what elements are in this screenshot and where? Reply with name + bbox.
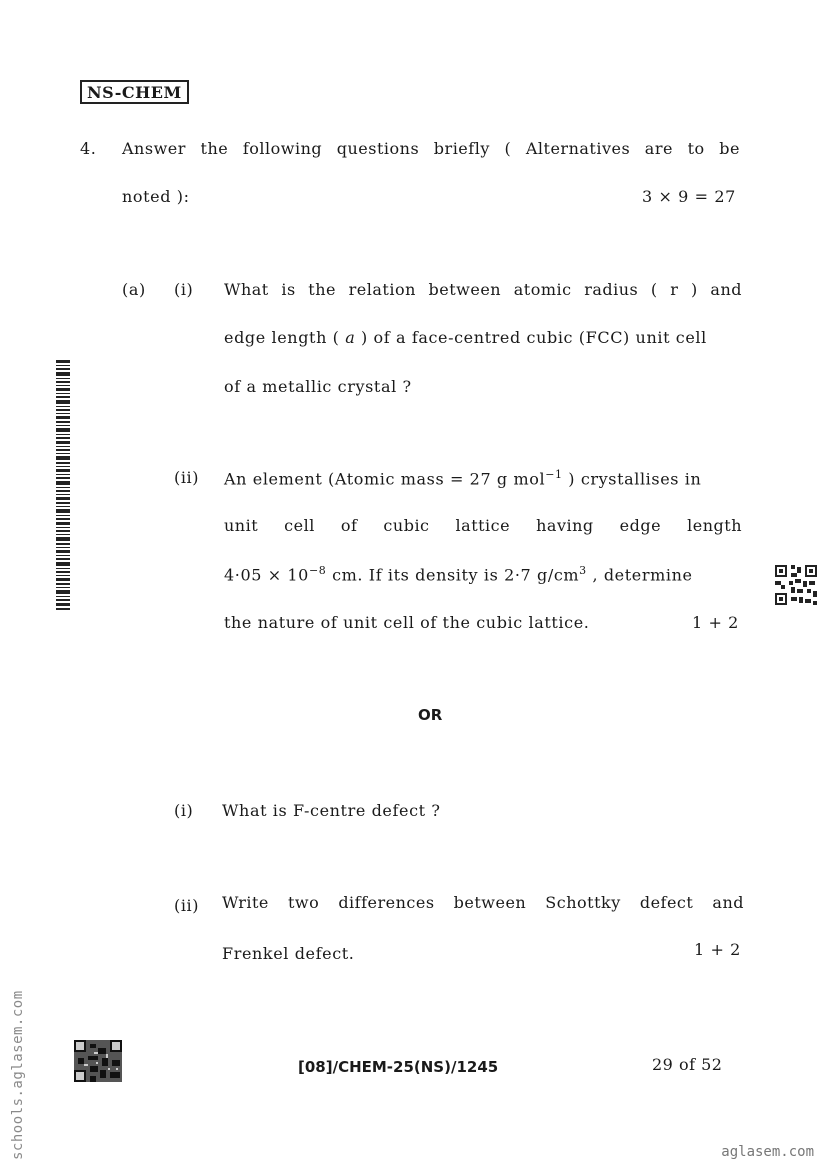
part-a-q2-line1-post: ) crystallises in [568, 469, 702, 489]
page-number: 29 of 52 [652, 1055, 723, 1074]
part-a-q2-line2: unit cell of cubic lattice having edge length [224, 516, 742, 535]
part-a-q1-label: (i) [174, 280, 194, 299]
alt-q2-label: (ii) [174, 896, 200, 915]
paper-code-box: NS-CHEM [80, 80, 189, 104]
or-separator: OR [418, 706, 443, 724]
part-a-q2-line3-sup2: 3 [579, 564, 587, 577]
part-a-q2-label: (ii) [174, 468, 200, 487]
part-a-label: (a) [122, 280, 146, 299]
alt-q1-text: What is F-centre defect ? [222, 801, 441, 820]
part-a-q2-line1-pre: An element (Atomic mass = 27 g mol [224, 469, 546, 489]
qr-code-icon [775, 565, 817, 605]
question-intro-line2: noted ): [122, 187, 190, 206]
barcode-icon [56, 360, 70, 612]
qr-code-icon [74, 1040, 122, 1082]
part-a-q2-line3-sup1: −8 [308, 564, 327, 577]
part-a-q1-line3: of a metallic crystal ? [224, 377, 412, 396]
part-a-q2-line3 [224, 564, 693, 584]
alt-q2-line2: Frenkel defect. [222, 944, 355, 963]
part-a-q1-line2-post: ) of a face-centred cubic (FCC) unit cell [361, 328, 707, 347]
alt-q1-label: (i) [174, 801, 194, 820]
part-a-q1-line1: What is the relation between atomic radius ( r ) and [224, 280, 742, 299]
question-intro-line1: Answer the following questions briefly ( Alternatives are to be [122, 139, 740, 158]
question-number: 4. [80, 139, 97, 158]
part-a-q1-line2 [224, 328, 707, 347]
footer-paper-code: [08]/CHEM-25(NS)/1245 [298, 1058, 499, 1076]
part-a-q1-line2-var: a [345, 328, 356, 347]
bottom-watermark: aglasem.com [721, 1144, 814, 1160]
part-a-q2-line4: the nature of unit cell of the cubic lattice. [224, 613, 590, 632]
side-watermark: schools.aglasem.com [10, 990, 26, 1160]
part-a-q2-line1 [224, 468, 701, 488]
part-a-q2-marks: 1 + 2 [692, 613, 739, 632]
alt-q2-marks: 1 + 2 [694, 940, 741, 959]
part-a-q2-line1-sup: −1 [545, 468, 563, 481]
part-a-q2-line3-c: , determine [592, 565, 693, 585]
part-a-q2-line3-b: cm. If its density is 2·7 g/cm [332, 565, 580, 585]
part-a-q1-line2-pre: edge length ( [224, 328, 340, 347]
question-marks: 3 × 9 = 27 [642, 187, 736, 206]
part-a-q2-line3-a: 4·05 × 10 [224, 565, 309, 585]
alt-q2-line1: Write two differences between Schottky defect and [222, 893, 744, 912]
